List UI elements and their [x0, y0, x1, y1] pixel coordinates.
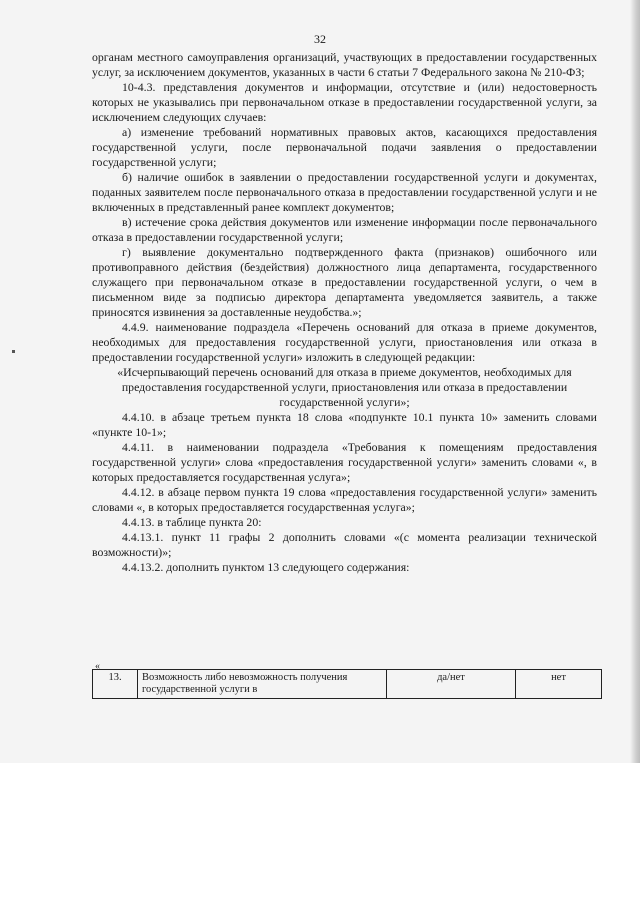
paragraph-4-4-13-2: 4.4.13.2. дополнить пунктом 13 следующего содержания: — [122, 560, 410, 574]
paragraph-continuation: органам местного самоуправления организаций, участвующих в предоставлении государственных услуг, за исключением документов, указанных в части 6 статьи 7 Федерального закона № 210-ФЗ; — [92, 50, 597, 79]
paragraph-10-4-3: 10-4.3. представления документов и информации, отсутствие и (или) недостоверность которых не указывались при первоначальном отказе в предоставлении государственной услуги, за исключением следующих случаев: — [92, 80, 597, 124]
paragraph-case-a: а) изменение требований нормативных правовых актов, касающихся предоставления государственной услуги, после первоначальной подачи заявления о предоставлении государственной услуги; — [92, 125, 597, 169]
paragraph-new-heading: «Исчерпывающий перечень оснований для отказа в приеме документов, необходимых для предоставления государственной услуги, приостановления или отказа в предоставлении государственной услуги»; — [117, 365, 572, 409]
paragraph-4-4-10: 4.4.10. в абзаце третьем пункта 18 слова «подпункте 10.1 пункта 10» заменить словами «пункте 10-1»; — [92, 410, 597, 439]
paragraph-case-b: б) наличие ошибок в заявлении о предоставлении государственной услуги и документах, поданных заявителем после первоначального отказа в предоставлении государственной услуги и не включенных в представленный ранее комплект документов; — [92, 170, 597, 214]
scan-edge-shadow — [630, 0, 640, 763]
scan-speck — [12, 350, 15, 353]
paragraph-4-4-12: 4.4.12. в абзаце первом пункта 19 слова «предоставления государственной услуги» заменить словами «, в которых предоставляется государственная услуга»; — [92, 485, 597, 514]
paragraph-case-g: г) выявление документально подтвержденного факта (признаков) ошибочного или противоправного действия (бездействия) должностного лица департамента, государственного служащего при первоначальном отказе в предоставлении государственной услуги, о чем в письменном виде за подписью директора департамента уведомляется заявитель, а также приносятся извинения за доставленные неудобства.»; — [92, 245, 597, 319]
table-cell-value: да/нет — [387, 670, 516, 699]
table-cell-number: 13. — [93, 670, 138, 699]
services-table — [92, 669, 602, 699]
paragraph-4-4-13: 4.4.13. в таблице пункта 20: — [122, 515, 262, 529]
page-number: 32 — [314, 32, 326, 46]
quote-open-mark: « — [95, 661, 100, 672]
paragraph-4-4-11: 4.4.11. в наименовании подраздела «Требования к помещениям предоставления государственной услуги» слова «предоставления государственной услуги» заменить словами «, в которых предоставляется государственная услуга»; — [92, 440, 597, 484]
paragraph-case-v: в) истечение срока действия документов или изменение информации после первоначального отказа в предоставлении государственной услуги; — [92, 215, 597, 244]
table-row — [93, 670, 602, 699]
paragraph-4-4-9: 4.4.9. наименование подраздела «Перечень оснований для отказа в приеме документов, необходимых для предоставления государственной услуги, приостановления или отказа в предоставлении государственной услуги» изложить в следующей редакции: — [92, 320, 597, 364]
document-body — [92, 50, 597, 575]
paragraph-4-4-13-1: 4.4.13.1. пункт 11 графы 2 дополнить словами «(с момента реализации технической возможности)»; — [92, 530, 597, 559]
table-cell-description: Возможность либо невозможность получения государственной услуги в — [138, 670, 387, 699]
table-cell-value-2: нет — [516, 670, 602, 699]
